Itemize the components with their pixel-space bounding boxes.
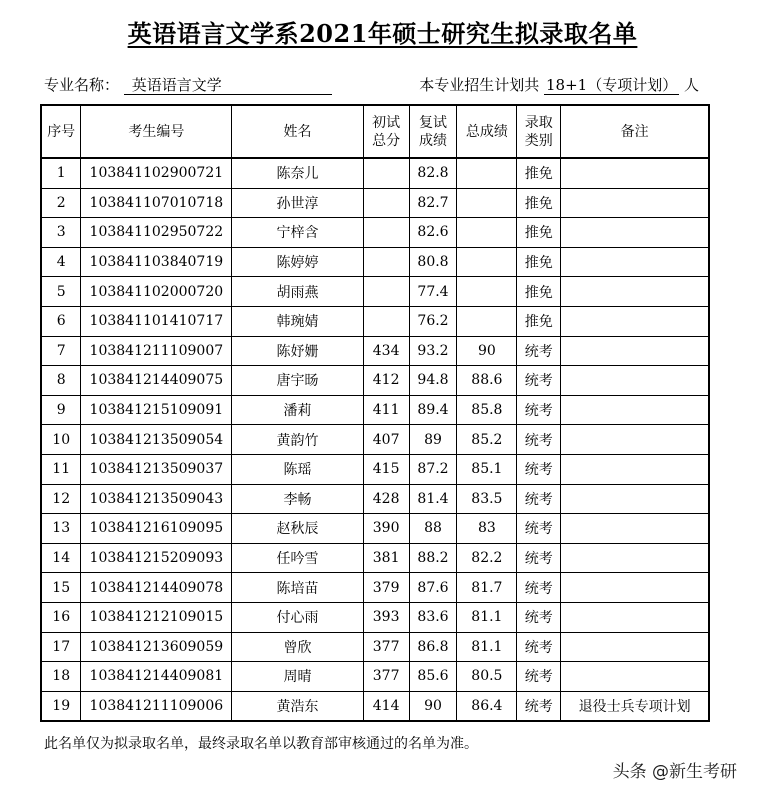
cell-name: 付心雨 bbox=[232, 602, 363, 632]
cell-candidate-id: 103841214409075 bbox=[81, 366, 232, 396]
cell-note bbox=[561, 602, 709, 632]
cell-retest-score: 94.8 bbox=[409, 366, 457, 396]
cell-candidate-id: 103841213509054 bbox=[81, 425, 232, 455]
cell-prelim-score bbox=[363, 188, 409, 218]
plan-prefix: 本专业招生计划共 bbox=[419, 76, 540, 94]
cell-prelim-score bbox=[363, 218, 409, 248]
header-cat-l1: 录取 bbox=[524, 114, 553, 131]
cell-seq: 18 bbox=[41, 662, 81, 692]
admission-table bbox=[40, 104, 710, 722]
header-retest bbox=[409, 105, 457, 158]
table-row bbox=[41, 277, 709, 307]
cell-total-score: 83.5 bbox=[457, 484, 517, 514]
cell-name: 孙世淳 bbox=[232, 188, 363, 218]
cell-category: 推免 bbox=[517, 158, 561, 188]
cell-prelim-score: 407 bbox=[363, 425, 409, 455]
cell-retest-score: 88 bbox=[409, 514, 457, 544]
cell-seq: 5 bbox=[41, 277, 81, 307]
table-row bbox=[41, 306, 709, 336]
cell-note bbox=[561, 514, 709, 544]
cell-note bbox=[561, 454, 709, 484]
table-row bbox=[41, 366, 709, 396]
table-row bbox=[41, 484, 709, 514]
header-retest-l2: 成绩 bbox=[419, 132, 448, 149]
cell-name: 陈培苗 bbox=[232, 573, 363, 603]
cell-category: 推免 bbox=[517, 218, 561, 248]
cell-retest-score: 77.4 bbox=[409, 277, 457, 307]
cell-name: 赵秋辰 bbox=[232, 514, 363, 544]
cell-seq: 14 bbox=[41, 543, 81, 573]
header-prelim-l2: 总分 bbox=[372, 132, 401, 149]
cell-total-score bbox=[457, 277, 517, 307]
cell-category: 推免 bbox=[517, 277, 561, 307]
header-retest-l1: 复试 bbox=[419, 114, 448, 131]
cell-prelim-score: 415 bbox=[363, 454, 409, 484]
title-text: 英语语言文学系2021年硕士研究生拟录取名单 bbox=[127, 19, 638, 48]
cell-retest-score: 81.4 bbox=[409, 484, 457, 514]
cell-category: 统考 bbox=[517, 454, 561, 484]
cell-seq: 17 bbox=[41, 632, 81, 662]
cell-retest-score: 90 bbox=[409, 691, 457, 721]
table-row bbox=[41, 218, 709, 248]
cell-retest-score: 89 bbox=[409, 425, 457, 455]
cell-total-score: 81.7 bbox=[457, 573, 517, 603]
cell-prelim-score: 412 bbox=[363, 366, 409, 396]
cell-prelim-score: 428 bbox=[363, 484, 409, 514]
cell-note bbox=[561, 543, 709, 573]
cell-total-score: 80.5 bbox=[457, 662, 517, 692]
cell-prelim-score: 379 bbox=[363, 573, 409, 603]
cell-name: 韩琬婧 bbox=[232, 306, 363, 336]
cell-prelim-score: 393 bbox=[363, 602, 409, 632]
cell-retest-score: 82.7 bbox=[409, 188, 457, 218]
cell-prelim-score: 390 bbox=[363, 514, 409, 544]
enrollment-plan bbox=[419, 74, 699, 95]
header-note: 备注 bbox=[561, 105, 709, 158]
cell-total-score bbox=[457, 306, 517, 336]
cell-total-score: 85.8 bbox=[457, 395, 517, 425]
major-info bbox=[44, 74, 332, 95]
cell-candidate-id: 103841101410717 bbox=[81, 306, 232, 336]
cell-candidate-id: 103841211109007 bbox=[81, 336, 232, 366]
cell-retest-score: 93.2 bbox=[409, 336, 457, 366]
cell-retest-score: 80.8 bbox=[409, 247, 457, 277]
cell-candidate-id: 103841213509037 bbox=[81, 454, 232, 484]
cell-category: 统考 bbox=[517, 691, 561, 721]
cell-total-score: 81.1 bbox=[457, 632, 517, 662]
table-row bbox=[41, 632, 709, 662]
cell-prelim-score bbox=[363, 277, 409, 307]
cell-prelim-score bbox=[363, 247, 409, 277]
plan-suffix: 人 bbox=[683, 76, 699, 94]
cell-total-score: 85.1 bbox=[457, 454, 517, 484]
watermark: 头条 @新生考研 bbox=[612, 762, 737, 782]
page-title bbox=[0, 14, 757, 49]
cell-retest-score: 85.6 bbox=[409, 662, 457, 692]
cell-candidate-id: 103841212109015 bbox=[81, 602, 232, 632]
cell-candidate-id: 103841216109095 bbox=[81, 514, 232, 544]
cell-name: 陈奈儿 bbox=[232, 158, 363, 188]
cell-prelim-score: 434 bbox=[363, 336, 409, 366]
cell-seq: 6 bbox=[41, 306, 81, 336]
cell-category: 推免 bbox=[517, 306, 561, 336]
table-row bbox=[41, 247, 709, 277]
cell-candidate-id: 103841102950722 bbox=[81, 218, 232, 248]
cell-retest-score: 82.6 bbox=[409, 218, 457, 248]
header-category bbox=[517, 105, 561, 158]
cell-prelim-score: 381 bbox=[363, 543, 409, 573]
cell-prelim-score bbox=[363, 158, 409, 188]
major-label: 专业名称： bbox=[44, 76, 120, 94]
cell-category: 推免 bbox=[517, 188, 561, 218]
cell-name: 任吟雪 bbox=[232, 543, 363, 573]
cell-note bbox=[561, 218, 709, 248]
cell-retest-score: 87.2 bbox=[409, 454, 457, 484]
cell-category: 统考 bbox=[517, 484, 561, 514]
cell-retest-score: 83.6 bbox=[409, 602, 457, 632]
table-row bbox=[41, 425, 709, 455]
cell-note bbox=[561, 366, 709, 396]
cell-seq: 15 bbox=[41, 573, 81, 603]
cell-seq: 2 bbox=[41, 188, 81, 218]
cell-name: 黄韵竹 bbox=[232, 425, 363, 455]
cell-name: 潘莉 bbox=[232, 395, 363, 425]
cell-prelim-score: 377 bbox=[363, 632, 409, 662]
cell-category: 统考 bbox=[517, 602, 561, 632]
table-row bbox=[41, 454, 709, 484]
cell-seq: 10 bbox=[41, 425, 81, 455]
cell-name: 唐宇旸 bbox=[232, 366, 363, 396]
cell-category: 统考 bbox=[517, 543, 561, 573]
header-prelim-l1: 初试 bbox=[372, 114, 401, 131]
table-row bbox=[41, 395, 709, 425]
cell-note bbox=[561, 277, 709, 307]
cell-retest-score: 88.2 bbox=[409, 543, 457, 573]
footnote: 此名单仅为拟录取名单，最终录取名单以教育部审核通过的名单为准。 bbox=[44, 736, 478, 752]
cell-category: 统考 bbox=[517, 366, 561, 396]
cell-prelim-score: 414 bbox=[363, 691, 409, 721]
cell-note bbox=[561, 158, 709, 188]
cell-category: 统考 bbox=[517, 395, 561, 425]
table-row bbox=[41, 573, 709, 603]
cell-candidate-id: 103841213609059 bbox=[81, 632, 232, 662]
cell-retest-score: 82.8 bbox=[409, 158, 457, 188]
table-row bbox=[41, 514, 709, 544]
cell-category: 统考 bbox=[517, 336, 561, 366]
cell-note: 退役士兵专项计划 bbox=[561, 691, 709, 721]
cell-total-score: 86.4 bbox=[457, 691, 517, 721]
cell-total-score bbox=[457, 158, 517, 188]
cell-note bbox=[561, 247, 709, 277]
table-row bbox=[41, 188, 709, 218]
cell-candidate-id: 103841211109006 bbox=[81, 691, 232, 721]
cell-candidate-id: 103841107010718 bbox=[81, 188, 232, 218]
cell-note bbox=[561, 306, 709, 336]
cell-seq: 12 bbox=[41, 484, 81, 514]
cell-name: 曾欣 bbox=[232, 632, 363, 662]
cell-note bbox=[561, 484, 709, 514]
cell-prelim-score: 411 bbox=[363, 395, 409, 425]
cell-category: 统考 bbox=[517, 662, 561, 692]
header-id: 考生编号 bbox=[81, 105, 232, 158]
cell-candidate-id: 103841213509043 bbox=[81, 484, 232, 514]
cell-name: 胡雨燕 bbox=[232, 277, 363, 307]
cell-name: 陈瑶 bbox=[232, 454, 363, 484]
cell-note bbox=[561, 662, 709, 692]
cell-note bbox=[561, 336, 709, 366]
cell-note bbox=[561, 425, 709, 455]
table-row bbox=[41, 662, 709, 692]
cell-name: 宁梓含 bbox=[232, 218, 363, 248]
cell-name: 黄浩东 bbox=[232, 691, 363, 721]
cell-candidate-id: 103841214409081 bbox=[81, 662, 232, 692]
cell-category: 统考 bbox=[517, 573, 561, 603]
cell-total-score: 90 bbox=[457, 336, 517, 366]
cell-seq: 4 bbox=[41, 247, 81, 277]
table-row bbox=[41, 158, 709, 188]
cell-total-score: 83 bbox=[457, 514, 517, 544]
cell-candidate-id: 103841102900721 bbox=[81, 158, 232, 188]
header-seq: 序号 bbox=[41, 105, 81, 158]
cell-seq: 13 bbox=[41, 514, 81, 544]
table-header-row bbox=[41, 105, 709, 158]
cell-seq: 7 bbox=[41, 336, 81, 366]
cell-seq: 19 bbox=[41, 691, 81, 721]
cell-retest-score: 89.4 bbox=[409, 395, 457, 425]
cell-seq: 11 bbox=[41, 454, 81, 484]
header-prelim bbox=[363, 105, 409, 158]
table-row bbox=[41, 543, 709, 573]
table-row bbox=[41, 691, 709, 721]
cell-candidate-id: 103841215109091 bbox=[81, 395, 232, 425]
cell-total-score bbox=[457, 247, 517, 277]
cell-note bbox=[561, 188, 709, 218]
cell-seq: 8 bbox=[41, 366, 81, 396]
cell-category: 推免 bbox=[517, 247, 561, 277]
cell-total-score: 82.2 bbox=[457, 543, 517, 573]
cell-note bbox=[561, 573, 709, 603]
cell-retest-score: 87.6 bbox=[409, 573, 457, 603]
cell-note bbox=[561, 632, 709, 662]
cell-name: 陈婷婷 bbox=[232, 247, 363, 277]
cell-name: 李畅 bbox=[232, 484, 363, 514]
cell-total-score bbox=[457, 218, 517, 248]
cell-category: 统考 bbox=[517, 425, 561, 455]
table-row bbox=[41, 602, 709, 632]
cell-candidate-id: 103841103840719 bbox=[81, 247, 232, 277]
cell-total-score bbox=[457, 188, 517, 218]
header-cat-l2: 类别 bbox=[524, 132, 553, 149]
header-total: 总成绩 bbox=[457, 105, 517, 158]
cell-category: 统考 bbox=[517, 632, 561, 662]
cell-total-score: 81.1 bbox=[457, 602, 517, 632]
cell-total-score: 88.6 bbox=[457, 366, 517, 396]
cell-seq: 16 bbox=[41, 602, 81, 632]
cell-seq: 9 bbox=[41, 395, 81, 425]
major-value: 英语语言文学 bbox=[124, 76, 332, 95]
cell-seq: 1 bbox=[41, 158, 81, 188]
cell-prelim-score: 377 bbox=[363, 662, 409, 692]
cell-name: 周晴 bbox=[232, 662, 363, 692]
cell-category: 统考 bbox=[517, 514, 561, 544]
cell-total-score: 85.2 bbox=[457, 425, 517, 455]
cell-candidate-id: 103841214409078 bbox=[81, 573, 232, 603]
cell-seq: 3 bbox=[41, 218, 81, 248]
plan-value: 18+1（专项计划） bbox=[546, 76, 678, 94]
cell-retest-score: 76.2 bbox=[409, 306, 457, 336]
cell-candidate-id: 103841102000720 bbox=[81, 277, 232, 307]
table-row bbox=[41, 336, 709, 366]
cell-note bbox=[561, 395, 709, 425]
cell-name: 陈妤姗 bbox=[232, 336, 363, 366]
cell-retest-score: 86.8 bbox=[409, 632, 457, 662]
cell-candidate-id: 103841215209093 bbox=[81, 543, 232, 573]
header-name: 姓名 bbox=[232, 105, 363, 158]
cell-prelim-score bbox=[363, 306, 409, 336]
